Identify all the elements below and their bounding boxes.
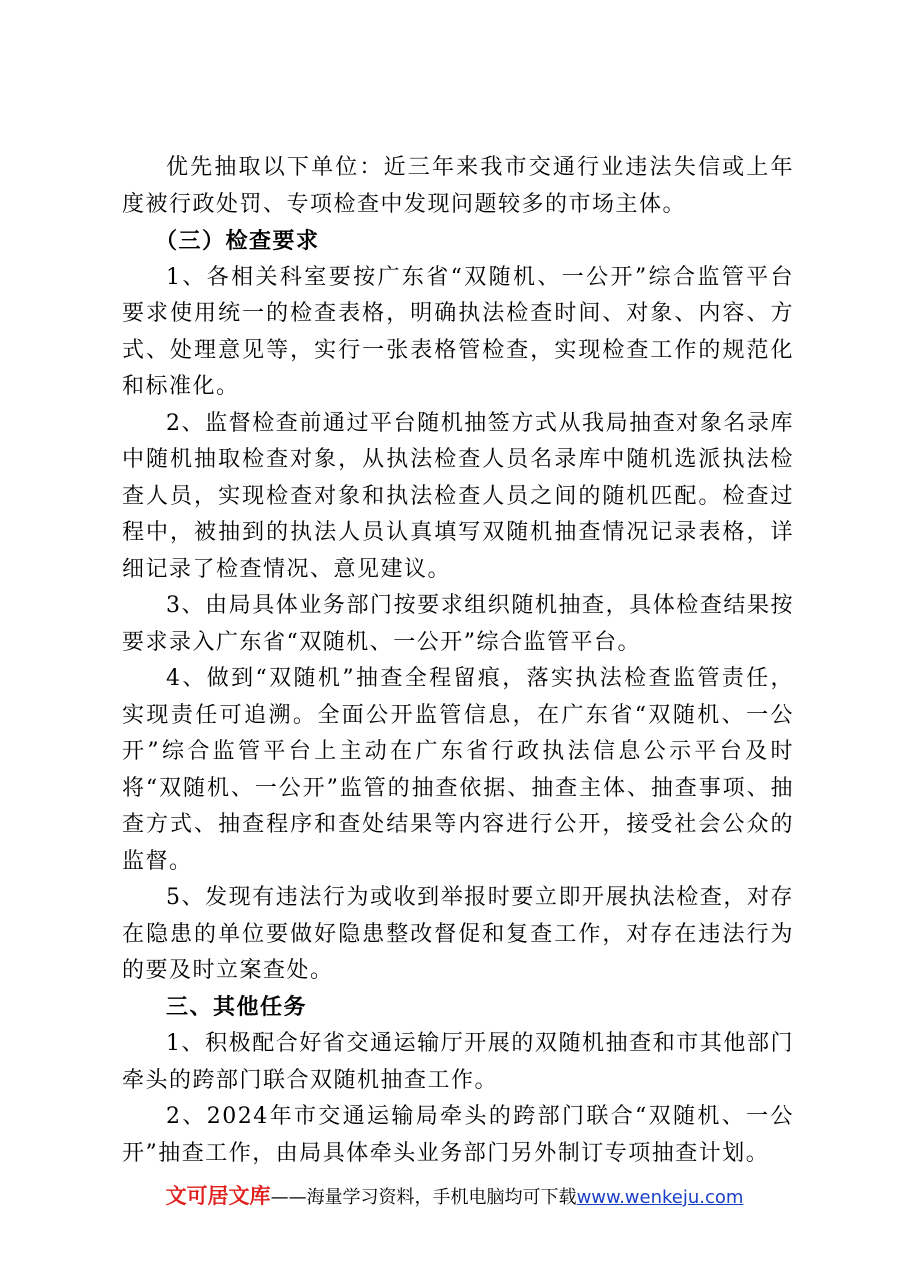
footer-tagline: 海量学习资料，手机电脑均可下载 bbox=[306, 1187, 577, 1208]
footer-banner bbox=[0, 1180, 909, 1210]
footer-url-link[interactable]: www.wenkeju.com bbox=[576, 1187, 744, 1208]
requirement-item-2: 2、监督检查前通过平台随机抽签方式从我局抽查对象名录库中随机抽取检查对象，从执法检查人员名录库中随机选派执法检查人员，实现检查对象和执法检查人员之间的随机匹配。检查过程中，被抽到的执法人员认真填写双随机抽查情况记录表格，详细记录了检查情况、意见建议。 bbox=[122, 410, 794, 582]
requirement-item-1: 1、各相关科室要按广东省“双随机、一公开”综合监管平台要求使用统一的检查表格，明确执法检查时间、对象、内容、方式、处理意见等，实行一张表格管检查，实现检查工作的规范化和标准化。 bbox=[122, 264, 794, 399]
footer-brand: 文可居文库 bbox=[165, 1184, 271, 1208]
requirement-item-5: 5、发现有违法行为或收到举报时要立即开展执法检查，对存在隐患的单位要做好隐患整改督促和复查工作，对存在违法行为的要及时立案查处。 bbox=[122, 885, 794, 983]
requirement-item-3: 3、由局具体业务部门按要求组织随机抽查，具体检查结果按要求录入广东省“双随机、一公开”综合监管平台。 bbox=[122, 593, 794, 655]
document-body bbox=[122, 150, 794, 1172]
section-heading-other-tasks: 三、其他任务 bbox=[166, 994, 308, 1020]
footer-dash: —— bbox=[270, 1187, 307, 1208]
section-heading-inspection-requirements: （三）检查要求 bbox=[155, 228, 320, 254]
requirement-item-4: 4、做到“双随机”抽查全程留痕，落实执法检查监管责任，实现责任可追溯。全面公开监管信息，在广东省“双随机、一公开”综合监管平台上主动在广东省行政执法信息公示平台及时将“双随机、一公开”监管的抽查依据、抽查主体、抽查事项、抽查方式、抽查程序和查处结果等内容进行公开，接受社会公众的监督。 bbox=[122, 666, 794, 874]
paragraph-priority-units: 优先抽取以下单位：近三年来我市交通行业违法失信或上年度被行政处罚、专项检查中发现问题较多的市场主体。 bbox=[122, 155, 794, 217]
other-task-item-2: 2、2024年市交通运输局牵头的跨部门联合“双随机、一公开”抽查工作，由局具体牵头业务部门另外制订专项抽查计划。 bbox=[122, 1104, 794, 1166]
other-task-item-1: 1、积极配合好省交通运输厅开展的双随机抽查和市其他部门牵头的跨部门联合双随机抽查工作。 bbox=[122, 1031, 794, 1093]
